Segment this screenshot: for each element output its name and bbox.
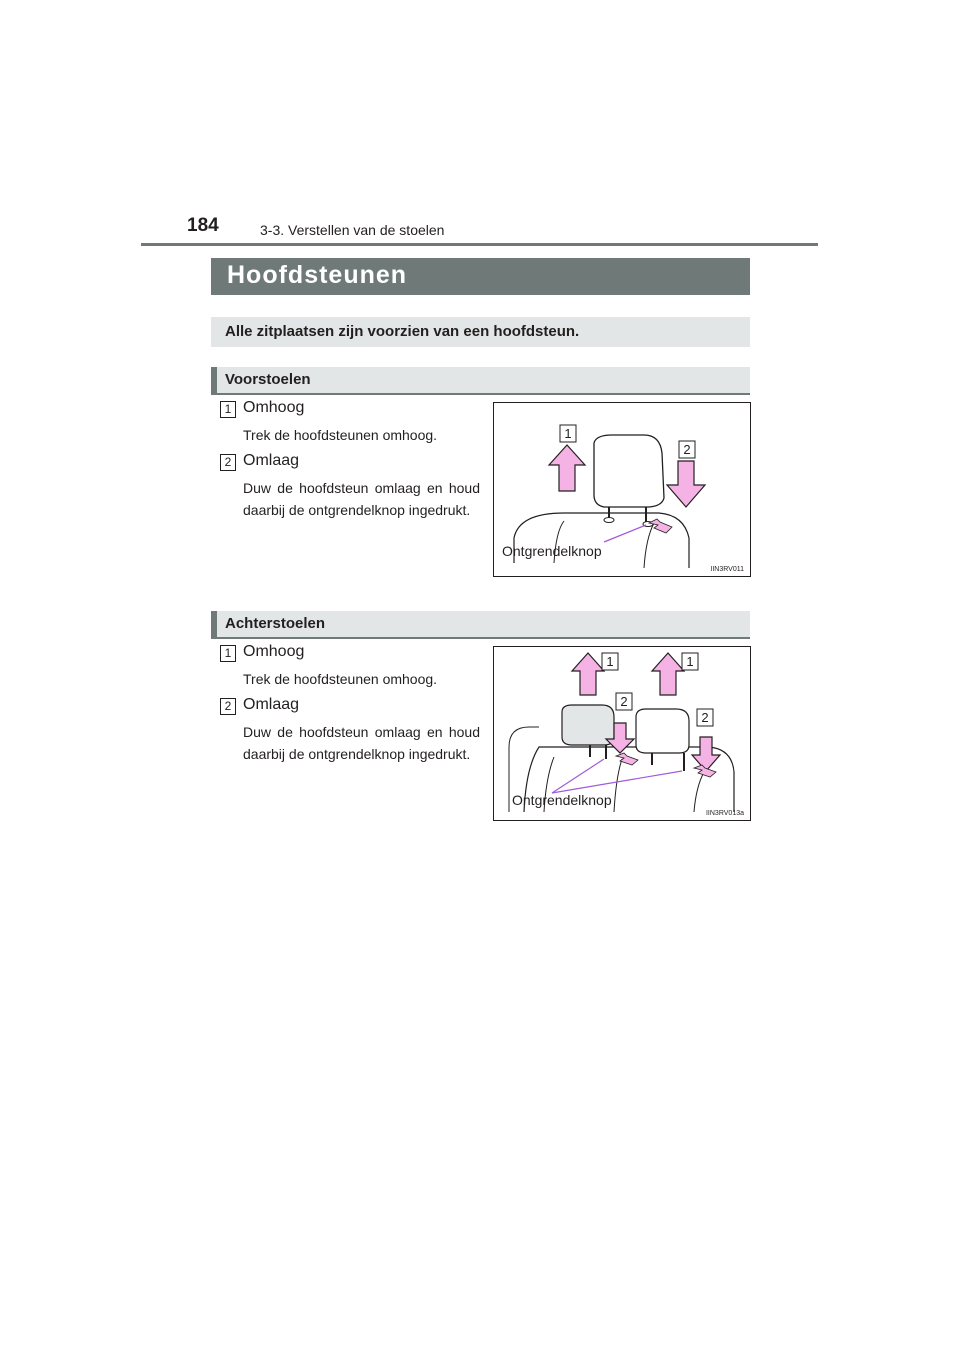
step-text-up: Trek de hoofdsteunen omhoog. xyxy=(243,671,438,687)
callout-2: 2 xyxy=(701,710,709,725)
step-title-up: Omhoog xyxy=(243,399,305,416)
step-number-2: 2 xyxy=(220,454,236,471)
up-arrow-icon xyxy=(549,445,585,491)
rear-headrest-figure xyxy=(493,646,751,821)
step-title-down: Omlaag xyxy=(243,696,300,713)
step-text-down: Duw de hoofdsteun omlaag en houd daarbij de ontgrendelknop ingedrukt. xyxy=(243,724,480,762)
figure-code: IIN3RV011 xyxy=(710,566,744,573)
step-text-up: Trek de hoofdsteunen omhoog. xyxy=(243,427,438,443)
header-rule xyxy=(141,243,818,246)
heading-marker xyxy=(211,611,217,639)
intro-text: Alle zitplaatsen zijn voorzien van een hoofdsteun. xyxy=(225,323,580,340)
up-arrow-icon xyxy=(572,653,604,695)
release-button-label: Ontgrendelknop xyxy=(502,543,602,559)
release-button-label: Ontgrendelknop xyxy=(512,792,612,808)
up-arrow-icon xyxy=(652,653,684,695)
step-title-up: Omhoog xyxy=(243,643,305,660)
callout-1: 1 xyxy=(606,654,614,669)
intro-bar xyxy=(211,317,750,347)
step-number-1: 1 xyxy=(220,401,236,418)
callout-1: 1 xyxy=(564,426,572,441)
title-bar xyxy=(211,258,750,295)
front-headrest-figure xyxy=(493,402,751,577)
page-number: 184 xyxy=(187,215,219,236)
callout-1: 1 xyxy=(686,654,694,669)
step-number-1: 1 xyxy=(220,645,236,662)
rear-seats-heading: Achterstoelen xyxy=(225,615,326,632)
figure-code: IIN3RV013a xyxy=(705,810,744,817)
front-seats-heading-bar xyxy=(211,367,750,395)
down-arrow-icon xyxy=(692,737,720,771)
heading-marker xyxy=(211,367,217,395)
rear-seats-heading-bar xyxy=(211,611,750,639)
callout-2: 2 xyxy=(620,694,628,709)
step-number-2: 2 xyxy=(220,698,236,715)
page-title: Hoofdsteunen xyxy=(227,261,408,289)
down-arrow-icon xyxy=(667,461,705,507)
section-label: 3-3. Verstellen van de stoelen xyxy=(260,222,445,238)
front-seats-heading: Voorstoelen xyxy=(225,371,311,388)
step-text-down: Duw de hoofdsteun omlaag en houd daarbij de ontgrendelknop ingedrukt. xyxy=(243,480,480,518)
callout-2: 2 xyxy=(683,442,691,457)
step-title-down: Omlaag xyxy=(243,452,300,469)
